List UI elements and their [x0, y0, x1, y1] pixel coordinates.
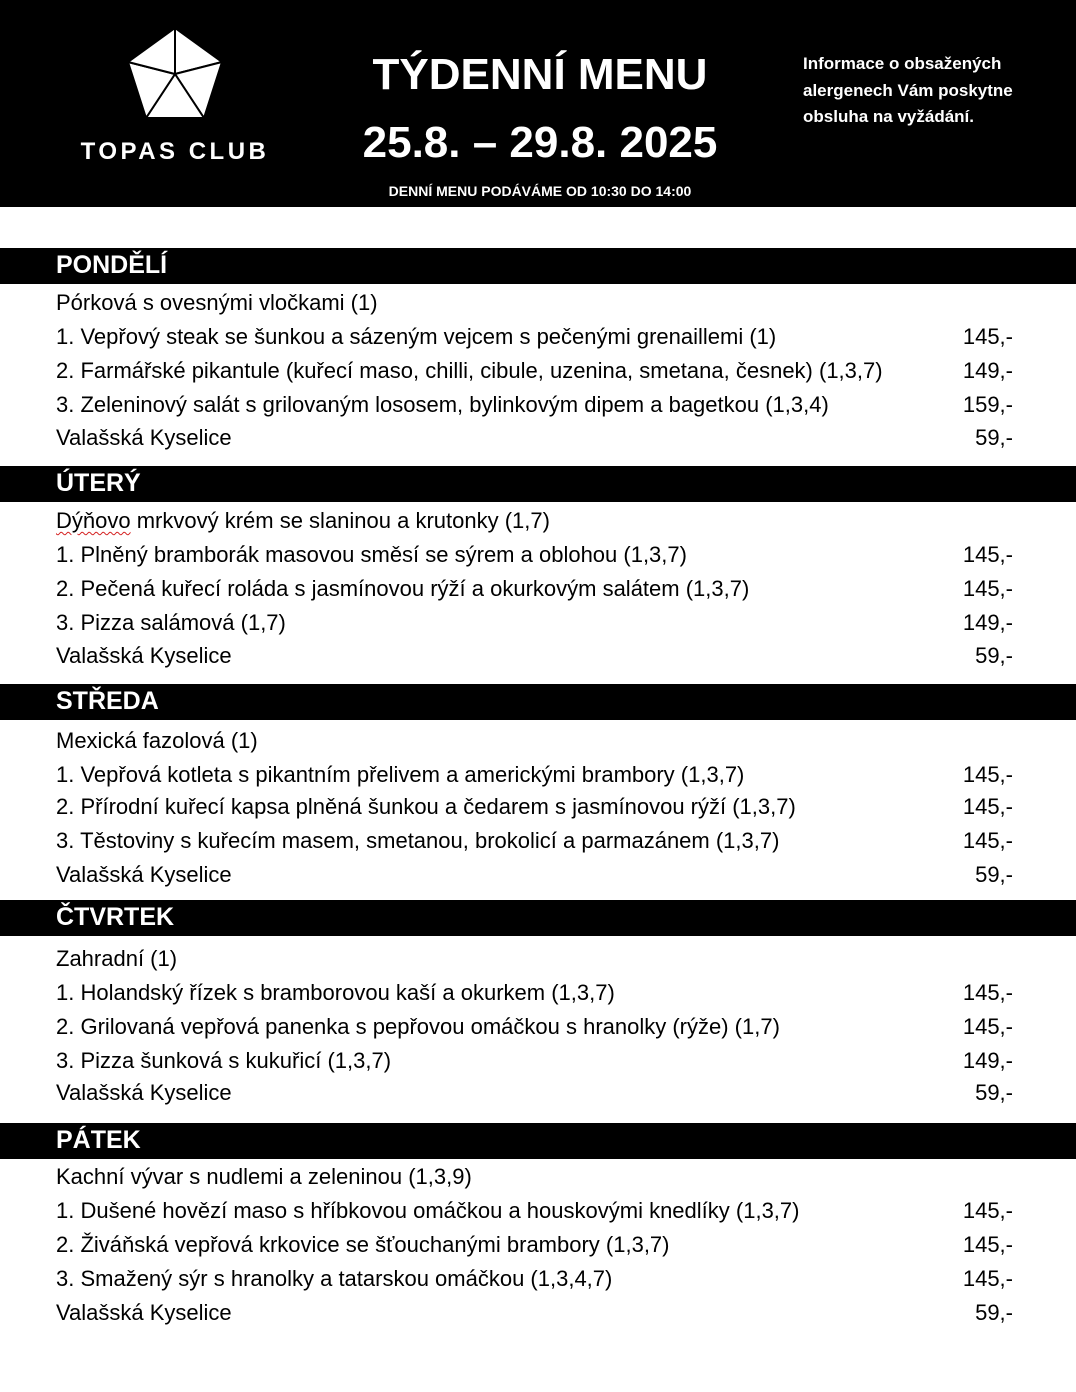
dish-name: 2. Pečená kuřecí roláda s jasmínovou rýží a okurkovým salátem (1,3,7) — [56, 576, 750, 601]
dish-price: 145,- — [962, 1198, 1013, 1223]
dish-name: 2. Živáňská vepřová krkovice se šťouchanými brambory (1,3,7) — [56, 1232, 670, 1257]
dish-price: 59,- — [975, 425, 1013, 450]
serving-hours: DENNÍ MENU PODÁVÁME OD 10:30 DO 14:00 — [388, 183, 692, 199]
soup-line — [56, 286, 378, 320]
soup-line — [56, 942, 177, 976]
logo-text: TOPAS CLUB — [80, 138, 270, 165]
dish-line — [56, 1044, 391, 1078]
day-header-utery — [0, 466, 1076, 502]
dish-name: 1. Holandský řízek s bramborovou kaší a okurkem (1,3,7) — [56, 980, 615, 1005]
page-title: TÝDENNÍ MENU — [372, 50, 708, 99]
dish-line — [56, 354, 883, 388]
soup-name: Zahradní (1) — [56, 946, 178, 971]
dish-price: 145,- — [962, 542, 1013, 567]
day-header-patek — [0, 1123, 1076, 1159]
day-name: PONDĚLÍ — [56, 251, 168, 279]
soup-name: Pórková s ovesnými vločkami (1) — [56, 290, 378, 315]
dish-name: Valašská Kyselice — [56, 1080, 232, 1105]
allergen-note-line: Informace o obsažených — [803, 54, 1002, 73]
dish-price: 145,- — [962, 794, 1013, 819]
dish-line — [56, 824, 779, 858]
dish-line — [56, 1010, 780, 1044]
dish-price: 159,- — [962, 392, 1013, 417]
dish-name: 1. Vepřová kotleta s pikantním přelivem a americkými brambory (1,3,7) — [56, 762, 745, 787]
pentagon-logo-icon — [125, 26, 225, 122]
day-header-ctvrtek — [0, 900, 1076, 936]
dish-name: Valašská Kyselice — [56, 862, 232, 887]
dish-line — [56, 538, 687, 572]
dish-price: 59,- — [975, 1300, 1013, 1325]
soup-name: mrkvový krém se slaninou a krutonky (1,7) — [130, 508, 550, 533]
dish-line — [56, 758, 744, 792]
day-name: STŘEDA — [56, 687, 159, 715]
dish-price: 145,- — [962, 576, 1013, 601]
menu-header — [0, 0, 1076, 207]
allergen-note — [803, 51, 1053, 131]
dish-name: Valašská Kyselice — [56, 1300, 232, 1325]
dish-price: 149,- — [962, 1048, 1013, 1073]
dish-line — [56, 1076, 232, 1110]
dish-price: 145,- — [962, 324, 1013, 349]
dish-price: 145,- — [962, 828, 1013, 853]
soup-line — [56, 1160, 472, 1194]
dish-name: 1. Vepřový steak se šunkou a sázeným vejcem s pečenými grenaillemi (1) — [56, 324, 777, 349]
day-header-pondeli — [0, 248, 1076, 284]
dish-price: 59,- — [975, 1080, 1013, 1105]
dish-line — [56, 790, 796, 824]
soup-line — [56, 724, 258, 758]
dish-line — [56, 976, 615, 1010]
soup-line — [56, 504, 550, 538]
dish-name: 3. Pizza šunková s kukuřicí (1,3,7) — [56, 1048, 392, 1073]
dish-price: 145,- — [962, 762, 1013, 787]
menu-dates: 25.8. – 29.8. 2025 — [362, 118, 718, 167]
dish-price: 59,- — [975, 643, 1013, 668]
dish-line — [56, 1296, 232, 1330]
dish-name: 2. Grilovaná vepřová panenka s pepřovou omáčkou s hranolky (rýže) (1,7) — [56, 1014, 780, 1039]
allergen-note-line: alergenech Vám poskytne — [803, 80, 1013, 100]
soup-name-misspelled: Dýňovo — [56, 508, 131, 533]
day-name: ČTVRTEK — [56, 903, 175, 931]
dish-price: 149,- — [962, 358, 1013, 383]
dish-line — [56, 639, 232, 673]
dish-line — [56, 1262, 612, 1296]
dish-line — [56, 1194, 799, 1228]
allergen-note-line: obsluha na vyžádání. — [803, 107, 974, 126]
dish-name: 1. Plněný bramborák masovou směsí se sýrem a oblohou (1,3,7) — [56, 542, 687, 567]
dish-price: 59,- — [975, 862, 1013, 887]
soup-name: Mexická fazolová (1) — [56, 728, 258, 753]
day-header-streda — [0, 684, 1076, 720]
dish-name: 3. Těstoviny s kuřecím masem, smetanou, brokolicí a parmazánem (1,3,7) — [56, 828, 780, 853]
day-name: ÚTERÝ — [56, 469, 141, 497]
day-name: PÁTEK — [56, 1126, 141, 1154]
dish-line — [56, 606, 286, 640]
dish-price: 145,- — [962, 980, 1013, 1005]
dish-name: Valašská Kyselice — [56, 425, 232, 450]
dish-price: 145,- — [962, 1232, 1013, 1257]
dish-line — [56, 388, 829, 422]
dish-name: Valašská Kyselice — [56, 643, 232, 668]
dish-line — [56, 1228, 670, 1262]
dish-line — [56, 858, 232, 892]
dish-price: 145,- — [962, 1014, 1013, 1039]
dish-name: 1. Dušené hovězí maso s hříbkovou omáčkou a houskovými knedlíky (1,3,7) — [56, 1198, 800, 1223]
soup-name: Kachní vývar s nudlemi a zeleninou (1,3,9) — [56, 1164, 472, 1189]
dish-price: 149,- — [962, 610, 1013, 635]
dish-name: 2. Přírodní kuřecí kapsa plněná šunkou a čedarem s jasmínovou rýží (1,3,7) — [56, 794, 796, 819]
dish-name: 3. Smažený sýr s hranolky a tatarskou omáčkou (1,3,4,7) — [56, 1266, 613, 1291]
dish-price: 145,- — [962, 1266, 1013, 1291]
dish-line — [56, 572, 749, 606]
dish-line — [56, 421, 232, 455]
dish-name: 3. Pizza salámová (1,7) — [56, 610, 286, 635]
dish-name: 2. Farmářské pikantule (kuřecí maso, chilli, cibule, uzenina, smetana, česnek) (1,3,7) — [56, 358, 883, 383]
dish-line — [56, 320, 776, 354]
topas-club-logo — [70, 26, 280, 176]
dish-name: 3. Zeleninový salát s grilovaným lososem, bylinkovým dipem a bagetkou (1,3,4) — [56, 392, 829, 417]
